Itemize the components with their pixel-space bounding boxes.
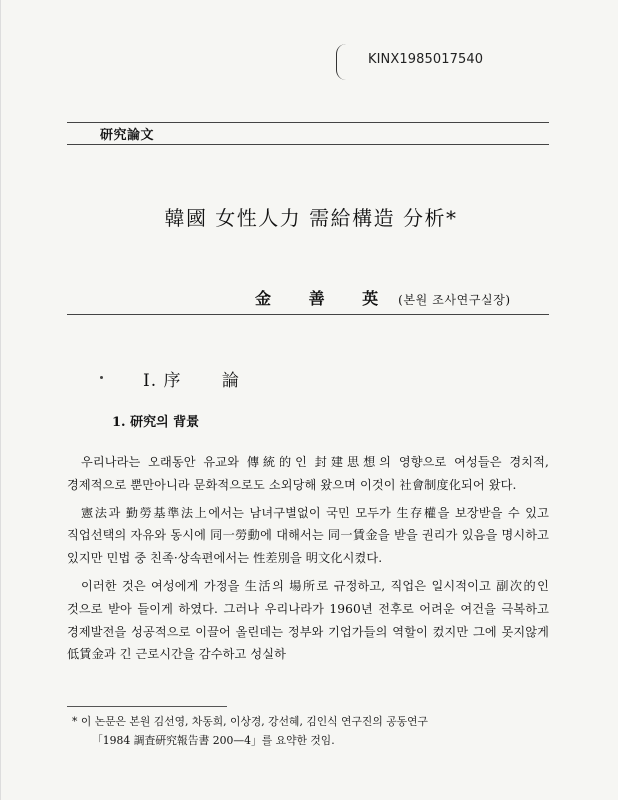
- subsection-heading: 1. 研究의 背景: [112, 415, 200, 430]
- author-name: 金 善 英: [255, 289, 395, 308]
- author-line: [255, 286, 511, 309]
- paper-title: 韓國 女性人力 需給構造 分析*: [164, 206, 458, 230]
- chapter-number: Ⅰ.: [143, 371, 158, 391]
- footnote-line: 「1984 調査硏究報告書 200—4」를 요약한 것임.: [92, 734, 335, 747]
- body-text: [67, 451, 549, 671]
- footnote-rule: [67, 706, 227, 707]
- paragraph: 憲法과 勤勞基準法上에서는 남녀구별없이 국민 모두가 生存權을 보장받을 수 있고 직업선택의 자유와 동시에 同一勞動에 대해서는 同一賃金을 받을 권리가 있음을 명시하고 있지만 민법 중 친족·상속편에서는 性差別을 明文化시켰다.: [67, 505, 549, 566]
- paragraph: 이러한 것은 여성에게 가정을 生活의 場所로 규정하고, 직업은 일시적이고 副次的인 것으로 받아 들이게 하였다. 그러나 우리나라가 1960년 전후로 어려운 여건을 극복하고 경제발전을 성공적으로 이끌어 올린데는 정부와 기업가들의 역할이 컸지만 그에 못지않게 低賃金과 긴 근로시간을 감수하고 성실하: [67, 578, 549, 662]
- paragraph: 우리나라는 오래동안 유교와 傳統的인 封建思想의 영향으로 여성들은 경치적, 경제적으로 뿐만아니라 문화적으로도 소외당해 왔으며 이것이 社會制度化되어 왔다.: [67, 455, 549, 492]
- header-rule-bottom: [67, 144, 549, 145]
- archive-id: KINX1985017540: [368, 52, 484, 67]
- footnote: [72, 712, 552, 750]
- scan-dot: [100, 376, 103, 379]
- chapter-title: 序 論: [163, 371, 257, 391]
- title-block-rule: [67, 314, 549, 315]
- chapter-heading: [143, 366, 257, 391]
- section-label: 研究論文: [100, 128, 155, 143]
- header-rule-top: [67, 122, 549, 123]
- archive-id-bracket: [336, 44, 347, 80]
- author-affiliation: (본원 조사연구실장): [398, 293, 511, 307]
- footnote-line: * 이 논문은 본원 김선영, 차동희, 이상경, 강선혜, 김인식 연구진의 공동연구: [72, 715, 428, 728]
